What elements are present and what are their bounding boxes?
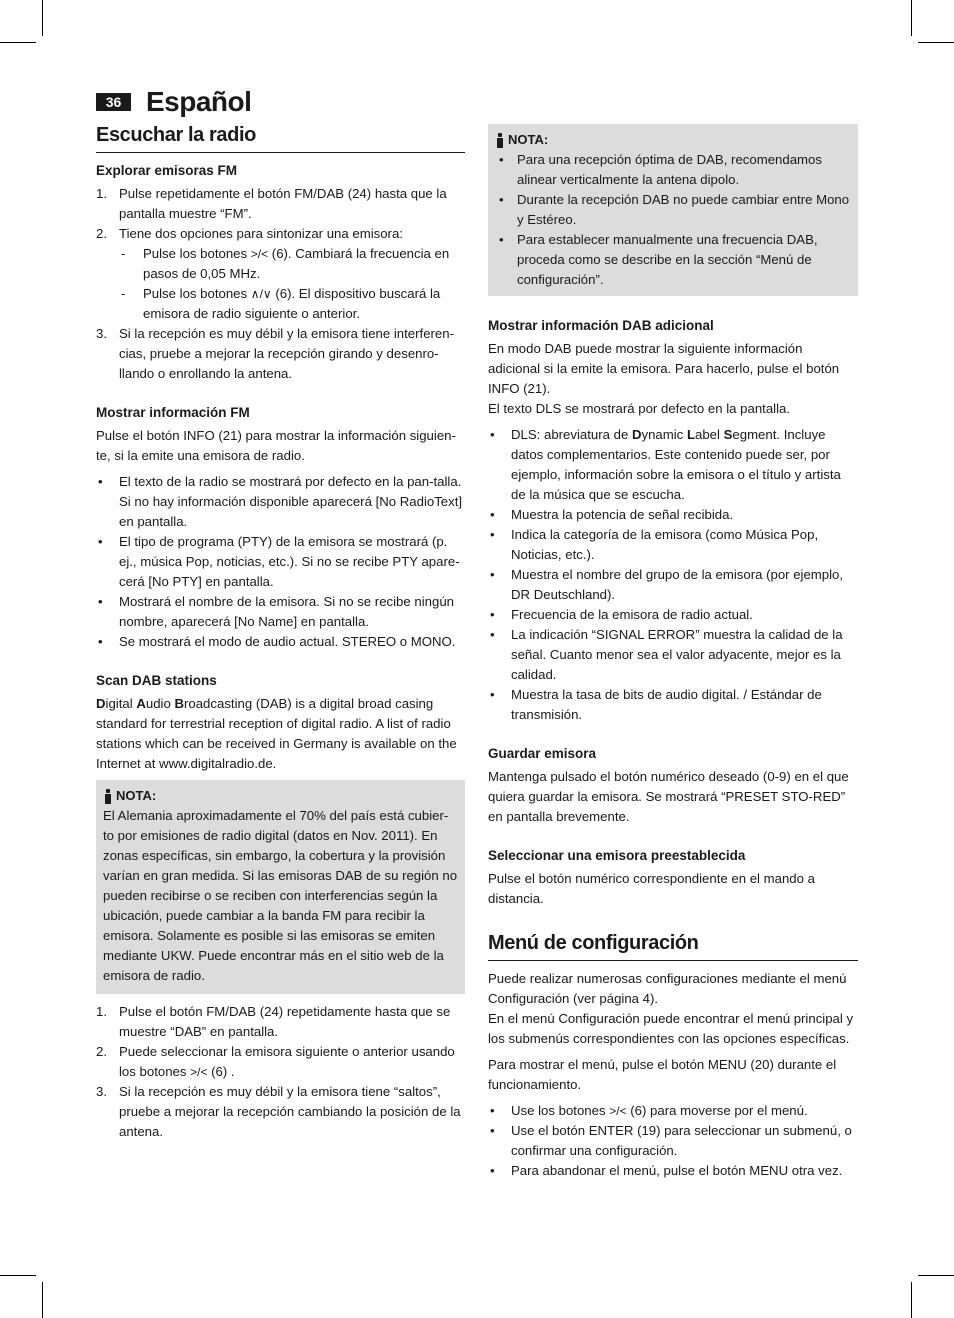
heading-fm-explore: Explorar emisoras FM <box>96 163 238 178</box>
list-item: 3. Si la recepción es muy débil y la emisora tiene interferen-cias, pruebe a mejorar la recepción girando y desenro-llando o enrollando la antena. <box>96 326 454 381</box>
list-item: • Use los botones >/< (6) para moverse por el menú. <box>488 1101 858 1121</box>
note-label: NOTA: <box>508 132 549 147</box>
note-box-dab <box>488 124 858 296</box>
sub-list-item: - Pulse los botones >/< (6). Cambiará la frecuencia en pasos de 0,05 MHz. <box>119 244 465 284</box>
right-column <box>488 124 858 1181</box>
note-text: El Alemania aproximadamente el 70% del país está cubier-to por emisiones de radio digital (datos en Nov. 2011). En zonas específicas, sin embargo, la cobertura y la provisión varían en gran medida. Si las emisoras DAB de su región no pueden recibirse o se reciben con interferencias según la ubicación, puede cambiar a la banda FM para recibir la emisora. Solamente es posible si las emisoras se emiten mediante UKW. Puede encontrar más en el sitio web de la emisora de radio. <box>103 808 458 983</box>
list-item: • Indica la categoría de la emisora (como Música Pop, Noticias, etc.). <box>488 525 858 565</box>
sub-list <box>119 244 465 324</box>
list-item: • Muestra la potencia de señal recibida. <box>488 505 858 525</box>
list-item: • El texto de la radio se mostrará por defecto en la pan-talla. Si no hay información disponible aparecerá [No RadioText] en pantalla. <box>96 472 465 532</box>
dab-info-dls-default: El texto DLS se mostrará por defecto en la pantalla. <box>488 401 791 416</box>
arrow-up-down-icon: ∧/∨ <box>250 287 272 301</box>
heading-preset-select: Seleccionar una emisora preestablecida <box>488 848 746 863</box>
list-item: • El tipo de programa (PTY) de la emisora se mostrará (p. ej., música Pop, noticias, etc.). Si no se recibe PTY apare-cerá [No PTY] en pantalla. <box>96 532 465 592</box>
crop-mark <box>0 1275 36 1276</box>
left-column <box>96 120 465 1142</box>
heading-fm-info: Mostrar información FM <box>96 405 250 420</box>
list-item: 2. Puede seleccionar la emisora siguiente o anterior usando los botones >/< (6) . <box>96 1042 465 1082</box>
list-item: • Para abandonar el menú, pulse el botón MENU otra vez. <box>488 1161 858 1181</box>
list-item: • Mostrará el nombre de la emisora. Si no se recibe ningún nombre, aparecerá [No Name] en pantalla. <box>96 592 465 632</box>
preset-select-text: Pulse el botón numérico correspondiente en el mando a distancia. <box>488 871 815 906</box>
list-item: • Para establecer manualmente una frecuencia DAB, proceda como se describe en la sección “Menú de configuración”. <box>495 230 851 290</box>
crop-mark <box>918 42 954 43</box>
note-label: NOTA: <box>116 788 157 803</box>
list-item: • Durante la recepción DAB no puede cambiar entre Mono y Estéreo. <box>495 190 851 230</box>
config-bullets <box>488 1101 858 1181</box>
fm-info-bullets <box>96 472 465 652</box>
arrow-left-right-icon: >/< <box>250 247 269 261</box>
heading-dab-info: Mostrar información DAB adicional <box>488 318 714 333</box>
list-item: • Se mostrará el modo de audio actual. STEREO o MONO. <box>96 632 465 652</box>
section-title-radio: Escuchar la radio <box>96 120 465 153</box>
crop-mark <box>918 1275 954 1276</box>
list-item: 1. Pulse repetidamente el botón FM/DAB (24) hasta que la pantalla muestre “FM”. <box>96 186 447 221</box>
list-item: 2. Tiene dos opciones para sintonizar una emisora: - Pulse los botones >/< (6). Cambiará la frecuencia en pasos de 0,05 MHz. - Pulse los botones ∧/∨ (6). El dispositivo buscará la emisora de radio siguiente o anterior. <box>96 224 465 324</box>
sub-list-item: - Pulse los botones ∧/∨ (6). El dispositivo buscará la emisora de radio siguiente o anterior. <box>119 284 465 324</box>
list-item: • Para una recepción óptima de DAB, recomendamos alinear verticalmente la antena dipolo. <box>495 150 851 190</box>
heading-dab-scan: Scan DAB stations <box>96 673 217 688</box>
list-item: • DLS: abreviatura de Dynamic Label Segment. Incluye datos complementarios. Este contenido puede ser, por ejemplo, información sobre la emisora o el título y artista de la música que se escucha. <box>488 425 858 505</box>
arrow-left-right-icon: >/< <box>609 1104 627 1118</box>
arrow-left-right-icon: >/< <box>190 1065 208 1079</box>
dab-info-intro: En modo DAB puede mostrar la siguiente información adicional si la emite la emisora. Para hacerlo, pulse el botón INFO (21). <box>488 341 840 396</box>
crop-mark <box>0 42 36 43</box>
crop-mark <box>42 0 43 36</box>
dab-scan-intro: Digital Audio Broadcasting (DAB) is a digital broad casing standard for terrestrial reception of digital radio. A list of radio stations which can be received in Germany is available on the Internet at www.digitalradio.de. <box>96 696 457 771</box>
dab-info-bullets <box>488 425 858 725</box>
list-item: 3. Si la recepción es muy débil y la emisora tiene “saltos”, pruebe a mejorar la recepción cambiando la posición de la antena. <box>96 1084 461 1139</box>
list-item: • La indicación “SIGNAL ERROR” muestra la calidad de la señal. Cuanto menor sea el valor adyacente, mejor es la calidad. <box>488 625 858 685</box>
info-icon <box>103 789 113 804</box>
config-intro-3: Para mostrar el menú, pulse el botón MENU (20) durante el funcionamiento. <box>488 1057 837 1092</box>
list-item: • Use el botón ENTER (19) para seleccionar un submenú, o confirmar una configuración. <box>488 1121 858 1161</box>
list-item: • Muestra la tasa de bits de audio digital. / Estándar de transmisión. <box>488 685 858 725</box>
config-intro: Puede realizar numerosas configuraciones mediante el menú Configuración (ver página 4). <box>488 971 847 1006</box>
fm-explore-steps <box>96 184 465 384</box>
crop-mark <box>42 1282 43 1318</box>
crop-mark <box>911 0 912 36</box>
list-item: • Muestra el nombre del grupo de la emisora (por ejemplo, DR Deutschland). <box>488 565 858 605</box>
page-header <box>96 86 251 118</box>
list-item: 1. Pulse el botón FM/DAB (24) repetidamente hasta que se muestre “DAB” en pantalla. <box>96 1004 451 1039</box>
list-item: • Frecuencia de la emisora de radio actual. <box>488 605 858 625</box>
note-box-coverage <box>96 780 465 994</box>
info-icon <box>495 133 505 148</box>
fm-info-intro: Pulse el botón INFO (21) para mostrar la información siguien-te, si la emite una emisora de radio. <box>96 428 456 463</box>
section-title-config: Menú de configuración <box>488 928 858 961</box>
crop-mark <box>911 1282 912 1318</box>
dab-scan-steps <box>96 1002 465 1142</box>
save-station-text: Mantenga pulsado el botón numérico deseado (0-9) en el que quiera guardar la emisora. Se mostrará “PRESET STO-RED” en pantalla brevemente. <box>488 769 849 824</box>
page-number: 36 <box>96 93 131 111</box>
language-title: Español <box>146 86 252 117</box>
note-bullets <box>495 150 851 290</box>
config-intro-2: En el menú Configuración puede encontrar el menú principal y los submenús correspondientes con las opciones específicas. <box>488 1011 854 1046</box>
heading-save-station: Guardar emisora <box>488 746 597 761</box>
